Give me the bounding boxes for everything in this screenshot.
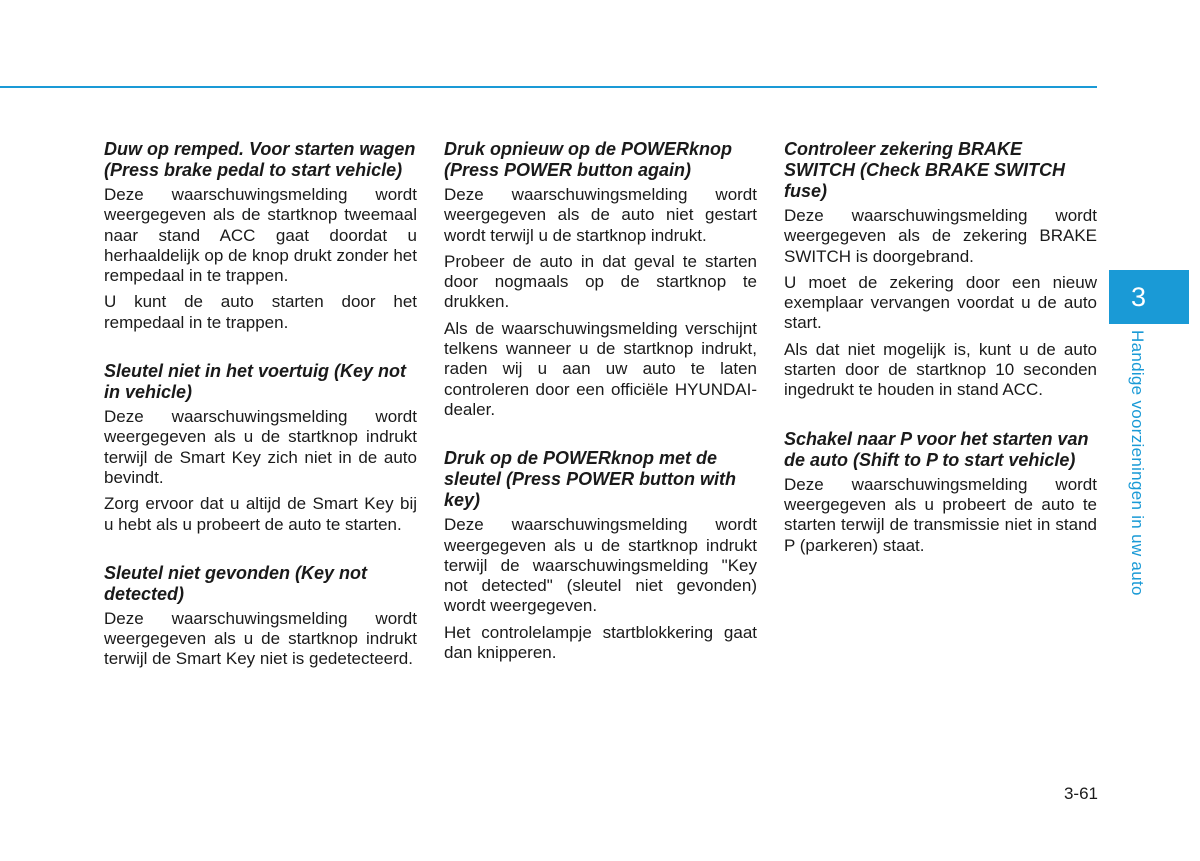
section-heading: Druk opnieuw op de POWERknop (Press POWER button again) <box>444 139 732 180</box>
chapter-number-tab: 3 <box>1109 270 1189 324</box>
section-press-power-again <box>444 139 757 420</box>
section-press-power-with-key <box>444 448 757 663</box>
paragraph: Zorg ervoor dat u altijd de Smart Key bij u hebt als u probeert de auto te starten. <box>104 494 417 534</box>
section-key-not-in-vehicle <box>104 361 417 535</box>
paragraph: Deze waarschuwingsmelding wordt weergegeven als de zekering BRAKE SWITCH is doorgebrand. <box>784 206 1097 266</box>
paragraph: Deze waarschuwingsmelding wordt weergegeven als u probeert de auto te starten terwijl de transmissie niet in stand P (parkeren) staat. <box>784 474 1097 555</box>
paragraph: Als dat niet mogelijk is, kunt u de auto starten door de startknop 10 seconden ingedrukt te houden in stand ACC. <box>784 339 1097 400</box>
text-column-1 <box>104 139 417 698</box>
section-key-not-detected <box>104 563 417 670</box>
section-heading: Sleutel niet in het voertuig (Key not in vehicle) <box>104 361 407 403</box>
paragraph: Het controlelampje startblokkering gaat dan knipperen. <box>444 622 757 663</box>
paragraph: Deze waarschuwingsmelding wordt weergegeven als u de startknop indrukt terwijl de Smart Key niet is gedetecteerd. <box>104 608 417 669</box>
section-heading: Druk op de POWERknop met de sleutel (Press POWER button with key) <box>444 448 737 511</box>
paragraph: Probeer de auto in dat geval te starten door nogmaals op de startknop te drukken. <box>444 251 757 312</box>
section-check-brake-switch-fuse <box>784 139 1097 401</box>
chapter-title: Handige voorzieningen in uw auto <box>1128 330 1147 596</box>
text-column-2 <box>444 139 757 691</box>
header-rule <box>0 86 1097 88</box>
paragraph: Als de waarschuwingsmelding verschijnt telkens wanneer u de startknop indrukt, raden wij u aan uw auto te laten controleren door een officiële HYUNDAI-dealer. <box>444 318 757 419</box>
paragraph: U kunt de auto starten door het rempedaal in te trappen. <box>104 292 417 332</box>
paragraph: Deze waarschuwingsmelding wordt weergegeven als u de startknop indrukt terwijl de waarschuwingsmelding "Key not detected" (sleutel niet gevonden) wordt weergegeven. <box>444 515 757 616</box>
paragraph: Deze waarschuwingsmelding wordt weergegeven als u de startknop indrukt terwijl de Smart Key zich niet in de auto bevindt. <box>104 407 417 487</box>
paragraph: Deze waarschuwingsmelding wordt weergegeven als de startknop tweemaal naar stand ACC gaat doordat u herhaaldelijk op de knop drukt zonder het rempedaal in te trappen. <box>104 185 417 286</box>
section-heading: Schakel naar P voor het starten van de auto (Shift to P to start vehicle) <box>784 428 1089 470</box>
section-heading: Duw op remped. Voor starten wagen (Press brake pedal to start vehicle) <box>104 139 416 180</box>
page-number: 3-61 <box>1063 784 1098 803</box>
section-press-brake-pedal <box>104 139 417 333</box>
section-shift-to-p <box>784 429 1097 556</box>
paragraph: Deze waarschuwingsmelding wordt weergegeven als de auto niet gestart wordt terwijl u de startknop indrukt. <box>444 185 757 245</box>
section-heading: Sleutel niet gevonden (Key not detected) <box>104 562 368 604</box>
text-column-3 <box>784 139 1097 584</box>
paragraph: U moet de zekering door een nieuw exemplaar vervangen voordat u de auto start. <box>784 272 1097 333</box>
section-heading: Controleer zekering BRAKE SWITCH (Check BRAKE SWITCH fuse) <box>784 139 1066 201</box>
